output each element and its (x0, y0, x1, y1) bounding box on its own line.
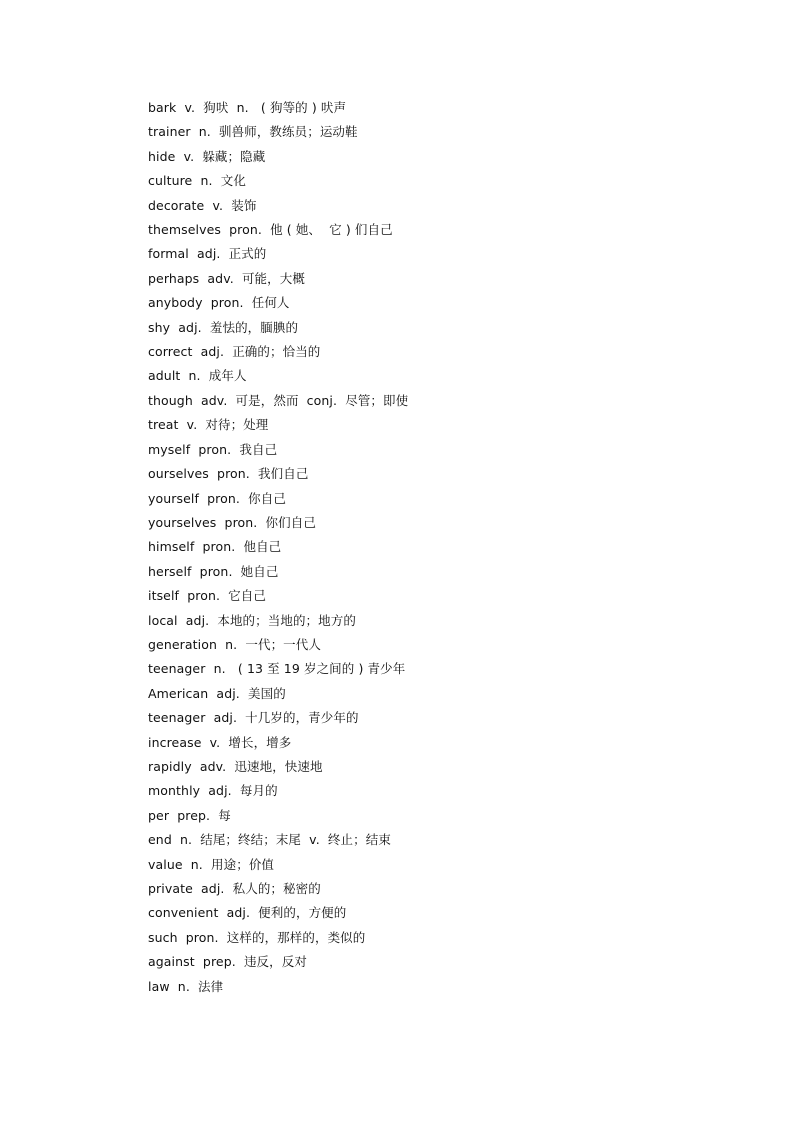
vocab-entry: yourself pron. 你自己 (148, 490, 286, 506)
vocab-entry: trainer n. 驯兽师，教练员；运动鞋 (148, 124, 358, 140)
vocab-entry: adult n. 成年人 (148, 368, 247, 384)
vocab-entry: though adv. 可是，然而 conj. 尽管；即使 (148, 392, 409, 408)
vocab-entry: such pron. 这样的，那样的，类似的 (148, 929, 366, 945)
vocab-entry: monthly adj. 每月的 (148, 783, 278, 799)
vocab-entry: law n. 法律 (148, 978, 224, 994)
vocab-entry: treat v. 对待；处理 (148, 417, 269, 433)
vocab-entry: teenager n. ( 13 至 19 岁之间的 ) 青少年 (148, 661, 406, 677)
vocab-entry: American adj. 美国的 (148, 685, 286, 701)
vocab-entry: anybody pron. 任何人 (148, 295, 290, 311)
vocab-entry: per prep. 每 (148, 807, 231, 823)
vocab-entry: ourselves pron. 我们自己 (148, 466, 309, 482)
vocab-entry: shy adj. 羞怯的，腼腆的 (148, 319, 299, 335)
vocab-entry: teenager adj. 十几岁的，青少年的 (148, 710, 359, 726)
vocab-entry: bark v. 狗吠 n. ( 狗等的 ) 吠声 (148, 100, 347, 115)
vocab-entry: culture n. 文化 (148, 173, 246, 189)
vocab-entry: perhaps adv. 可能，大概 (148, 270, 305, 286)
vocab-entry: local adj. 本地的；当地的；地方的 (148, 612, 356, 628)
vocab-entry: increase v. 增长，增多 (148, 734, 292, 750)
vocab-entry: value n. 用途；价值 (148, 856, 275, 872)
vocab-entry: against prep. 违反，反对 (148, 954, 307, 970)
vocab-entry: correct adj. 正确的；恰当的 (148, 344, 321, 360)
vocab-entry: themselves pron. 他 ( 她、 它 ) 们自己 (148, 222, 393, 238)
vocab-entry: itself pron. 它自己 (148, 588, 266, 604)
vocab-entry: generation n. 一代；一代人 (148, 636, 321, 652)
vocabulary-list (148, 96, 408, 999)
vocab-entry: decorate v. 装饰 (148, 197, 257, 213)
vocab-entry: herself pron. 她自己 (148, 563, 279, 579)
vocab-entry: himself pron. 他自己 (148, 539, 282, 555)
vocab-entry: convenient adj. 便利的，方便的 (148, 905, 347, 921)
vocab-entry: hide v. 躲藏；隐藏 (148, 148, 266, 164)
vocab-entry: rapidly adv. 迅速地，快速地 (148, 758, 323, 774)
vocab-entry: formal adj. 正式的 (148, 246, 267, 262)
vocab-entry: private adj. 私人的；秘密的 (148, 881, 321, 896)
vocab-entry: myself pron. 我自己 (148, 441, 278, 457)
vocab-entry: yourselves pron. 你们自己 (148, 514, 316, 530)
vocab-entry: end n. 结尾；终结；末尾 v. 终止；结束 (148, 832, 391, 848)
